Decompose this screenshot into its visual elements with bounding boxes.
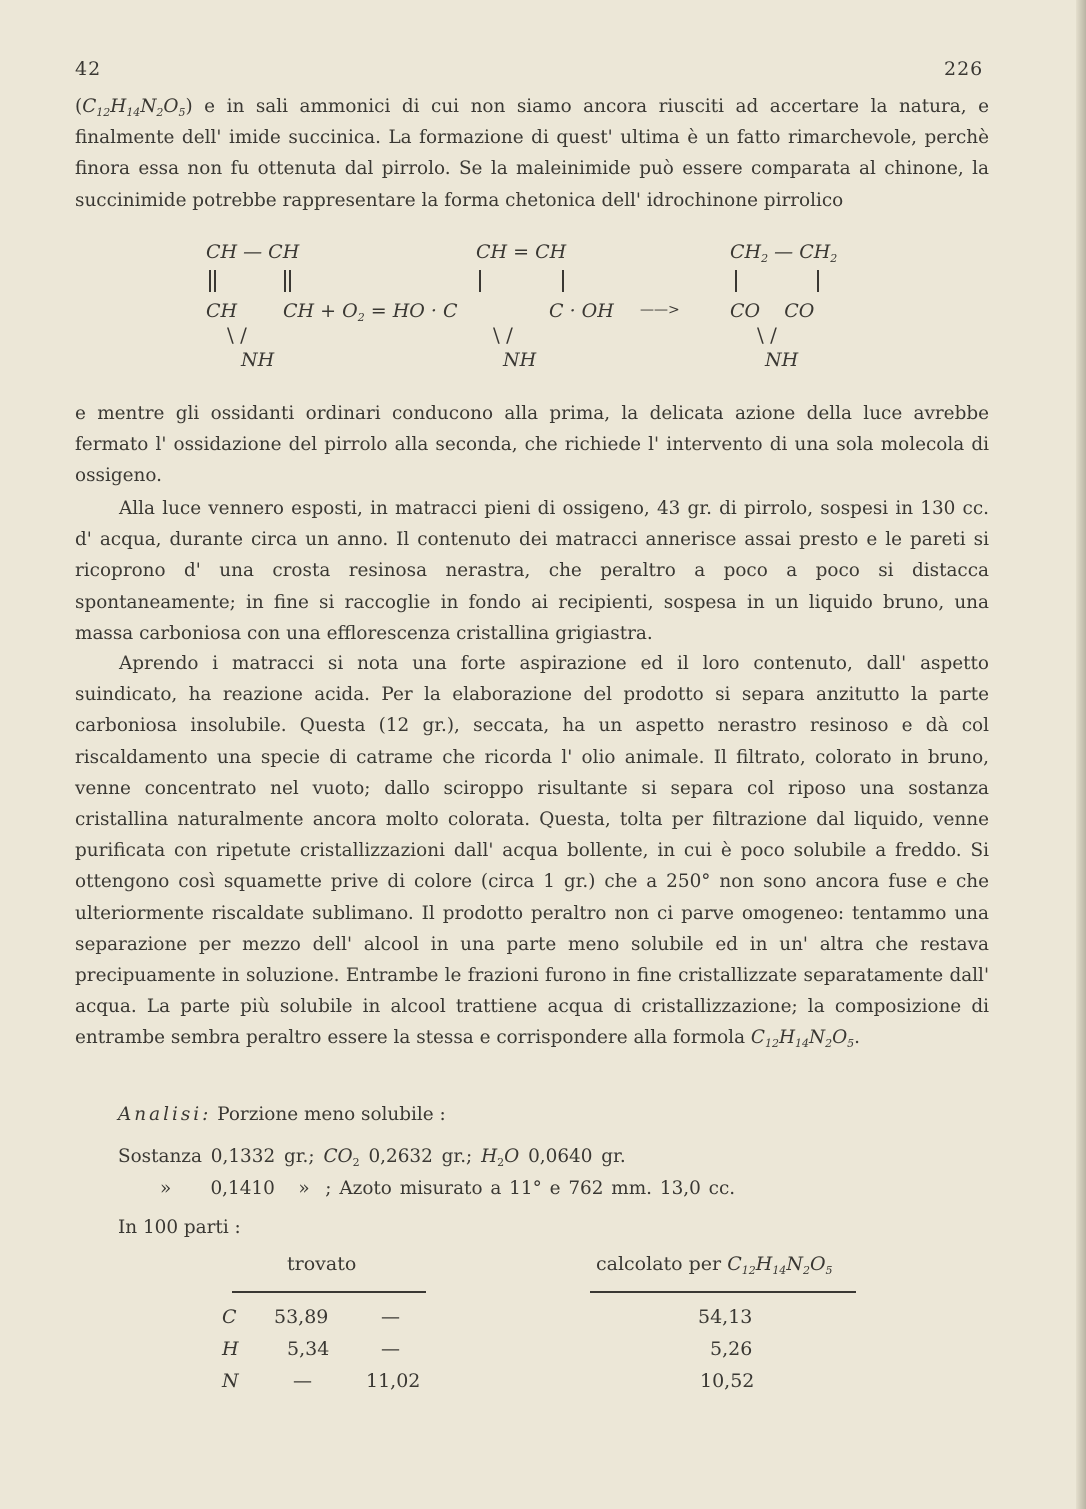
table-row-h-element: H <box>222 1338 239 1360</box>
table-row-n-element: N <box>222 1370 239 1392</box>
bond-diagonals: \ / <box>227 323 247 347</box>
bond-line <box>735 270 737 292</box>
column-header-found: trovato <box>287 1253 357 1275</box>
reaction-arrow: ——> <box>640 302 680 318</box>
structure-1-nh: NH <box>241 349 275 371</box>
table-row-h-found: 5,34 <box>287 1338 330 1360</box>
structure-3-nh: NH <box>765 349 799 371</box>
column-header-calculated: calcolato per $C_{12}H_{14}N_2O_5$ <box>596 1253 833 1277</box>
paragraph-intro-text: ) e in sali ammonici di cui non siamo ancora riusciti ad accertare la natura, e finalmente dell' imide succinica. La formazione di quest' ultima è un fatto rimarchevole, perchè finora essa non fu ottenuta dal pirrolo. Se la maleinimide può essere comparata al chinone, la succinimide potrebbe rappresentare la forma chetonica dell' idrochinone pirrolico <box>75 96 989 211</box>
table-row-c-element: C <box>222 1306 237 1328</box>
page-number-right: 226 <box>944 58 984 80</box>
table-row-c-calc: 54,13 <box>698 1306 753 1328</box>
formula-inline: $C_{12}H_{14}N_2O_5$ <box>82 96 186 119</box>
formula-inline: $C_{12}H_{14}N_2O_5$ <box>750 1027 855 1051</box>
bond-line <box>479 270 481 292</box>
structure-1-left: CH <box>206 300 238 322</box>
page-number-left: 42 <box>75 58 102 80</box>
structure-3-bottom: CO CO <box>730 300 815 322</box>
table-row-n-found: — <box>293 1370 312 1392</box>
structure-2-top: CH = CH <box>476 241 567 263</box>
brace-found <box>232 1291 426 1293</box>
table-row-c-found: 53,89 <box>274 1306 329 1328</box>
analysis-heading <box>118 1104 446 1125</box>
structure-2-right: C · OH <box>549 300 614 322</box>
paragraph-4-text: Aprendo i matracci si nota una forte aspirazione ed il loro contenuto, dall' aspetto suindicato, ha reazione acida. Per la elaborazione del prodotto si separa anzitutto la parte carboniosa insolubile. Questa (12 gr.), seccata, ha un aspetto nerastro resinoso e dà col riscaldamento una specie di catrame che ricorda l' olio animale. Il filtrato, colorato in bruno, venne concentrato nel vuoto; dallo sciroppo risultante si separa col riposo una sostanza cristallina naturalmente ancora molto colorata. Questa, tolta per filtrazione dal liquido, venne purificata con ripetute cristallizzazioni dall' acqua bollente, in cui è poco solubile a freddo. Si ottengono così squamette prive di colore (circa 1 gr.) che a 250° non sono ancora fuse e che ulteriormente riscaldate sublimano. Il prodotto peraltro non ci parve omogeneo: tentammo una separazione per mezzo dell' alcool in una parte meno solubile ed in un' altra che restava precipuamente in soluzione. Entrambe le frazioni furono in fine cristallizzate separatamente dall' acqua. La parte più solubile in alcool trattiene acqua di cristallizzazione; la composizione di entrambe sembra peraltro essere la stessa e corrispondere alla formola <box>75 653 989 1049</box>
bond-line <box>289 270 291 292</box>
structure-2-nh: NH <box>503 349 537 371</box>
structure-1-top: CH — CH <box>206 241 300 263</box>
table-row-h-calc: 5,26 <box>710 1338 753 1360</box>
bond-line <box>209 270 211 292</box>
paragraph-2: e mentre gli ossidanti ordinari conducono alla prima, la delicata azione della luce avrebbe fermato l' ossidazione del pirrolo alla seconda, che richiede l' intervento di una sola molecola di ossigeno. <box>75 403 989 487</box>
page-edge-shadow <box>1076 0 1086 1509</box>
paragraph-3: Alla luce vennero esposti, in matracci pieni di ossigeno, 43 gr. di pirrolo, sospesi in 130 cc. d' acqua, durante circa un anno. Il contenuto dei matracci annerisce assai presto e le pareti si ricoprono d' una crosta resinosa nerastra, che peraltro a poco a poco si distacca spontaneamente; in fine si raccoglie in fondo ai recipienti, sospesa in un liquido bruno, una massa carboniosa con una efflorescenza cristallina grigiastra. <box>75 498 989 644</box>
bond-line <box>817 270 819 292</box>
structure-1-right: CH + $O_2$ = HO · C <box>283 300 458 324</box>
paragraph-4: Aprendo i matracci si nota una forte aspirazione ed il loro contenuto, dall' aspetto suindicato, ha reazione acida. Per la elaborazione del prodotto si separa anzitutto la parte carboniosa insolubile. Questa (12 gr.), seccata, ha un aspetto nerastro resinoso e dà col riscaldamento una specie di catrame che ricorda l' olio animale. Il filtrato, colorato in bruno, venne concentrato nel vuoto; dallo sciroppo risultante si separa col riposo una sostanza cristallina naturalmente ancora molto colorata. Questa, tolta per filtrazione dal liquido, venne purificata con ripetute cristallizzazioni dall' acqua bollente, in cui è poco solubile a freddo. Si ottengono così squamette prive di colore (circa 1 gr.) che a 250° non sono ancora fuse e che ulteriormente riscaldate sublimano. Il prodotto peraltro non ci parve omogeneo: tentammo una separazione per mezzo dell' alcool in una parte meno solubile ed in un' altra che restava precipuamente in soluzione. Entrambe le frazioni furono in fine cristallizzate separatamente dall' acqua. La parte più solubile in alcool trattiene acqua di cristallizzazione; la composizione di entrambe sembra peraltro essere la stessa e corrispondere alla formola $C_{12}H_{14}N_2O_5$. <box>75 653 989 1051</box>
table-row-c-found2: — <box>381 1306 400 1328</box>
brace-calculated <box>590 1291 856 1293</box>
table-row-n-found2: 11,02 <box>366 1370 421 1392</box>
table-row-h-found2: — <box>381 1338 400 1360</box>
in-100-parts: In 100 parti : <box>118 1217 241 1238</box>
analysis-label: Analisi: <box>118 1104 212 1125</box>
paragraph-intro: $(C_{12}H_{14}N_2O_5)$ e in sali ammonici di cui non siamo ancora riusciti ad accertare la natura, e finalmente dell' imide succinica. La formazione di quest' ultima è un fatto rimarchevole, perchè finora essa non fu ottenuta dal pirrolo. Se la maleinimide può essere comparata al chinone, la succinimide potrebbe rappresentare la forma chetonica dell' idrochinone pirrolico <box>75 96 989 211</box>
structure-3-top: $CH_2$ — $CH_2$ <box>730 241 838 265</box>
table-row-n-calc: 10,52 <box>700 1370 755 1392</box>
analysis-line-2: » 0,1410 » ; Azoto misurato a 11° e 762 mm. 13,0 cc. <box>160 1178 736 1199</box>
bond-line <box>214 270 216 292</box>
bond-diagonals: \ / <box>493 323 513 347</box>
bond-line <box>284 270 286 292</box>
bond-line <box>562 270 564 292</box>
analysis-line-1: Sostanza 0,1332 gr.; $CO_2$ 0,2632 gr.; $H_2O$ 0,0640 gr. <box>118 1146 626 1169</box>
analysis-title: Porzione meno solubile : <box>217 1104 446 1125</box>
bond-diagonals: \ / <box>757 323 777 347</box>
